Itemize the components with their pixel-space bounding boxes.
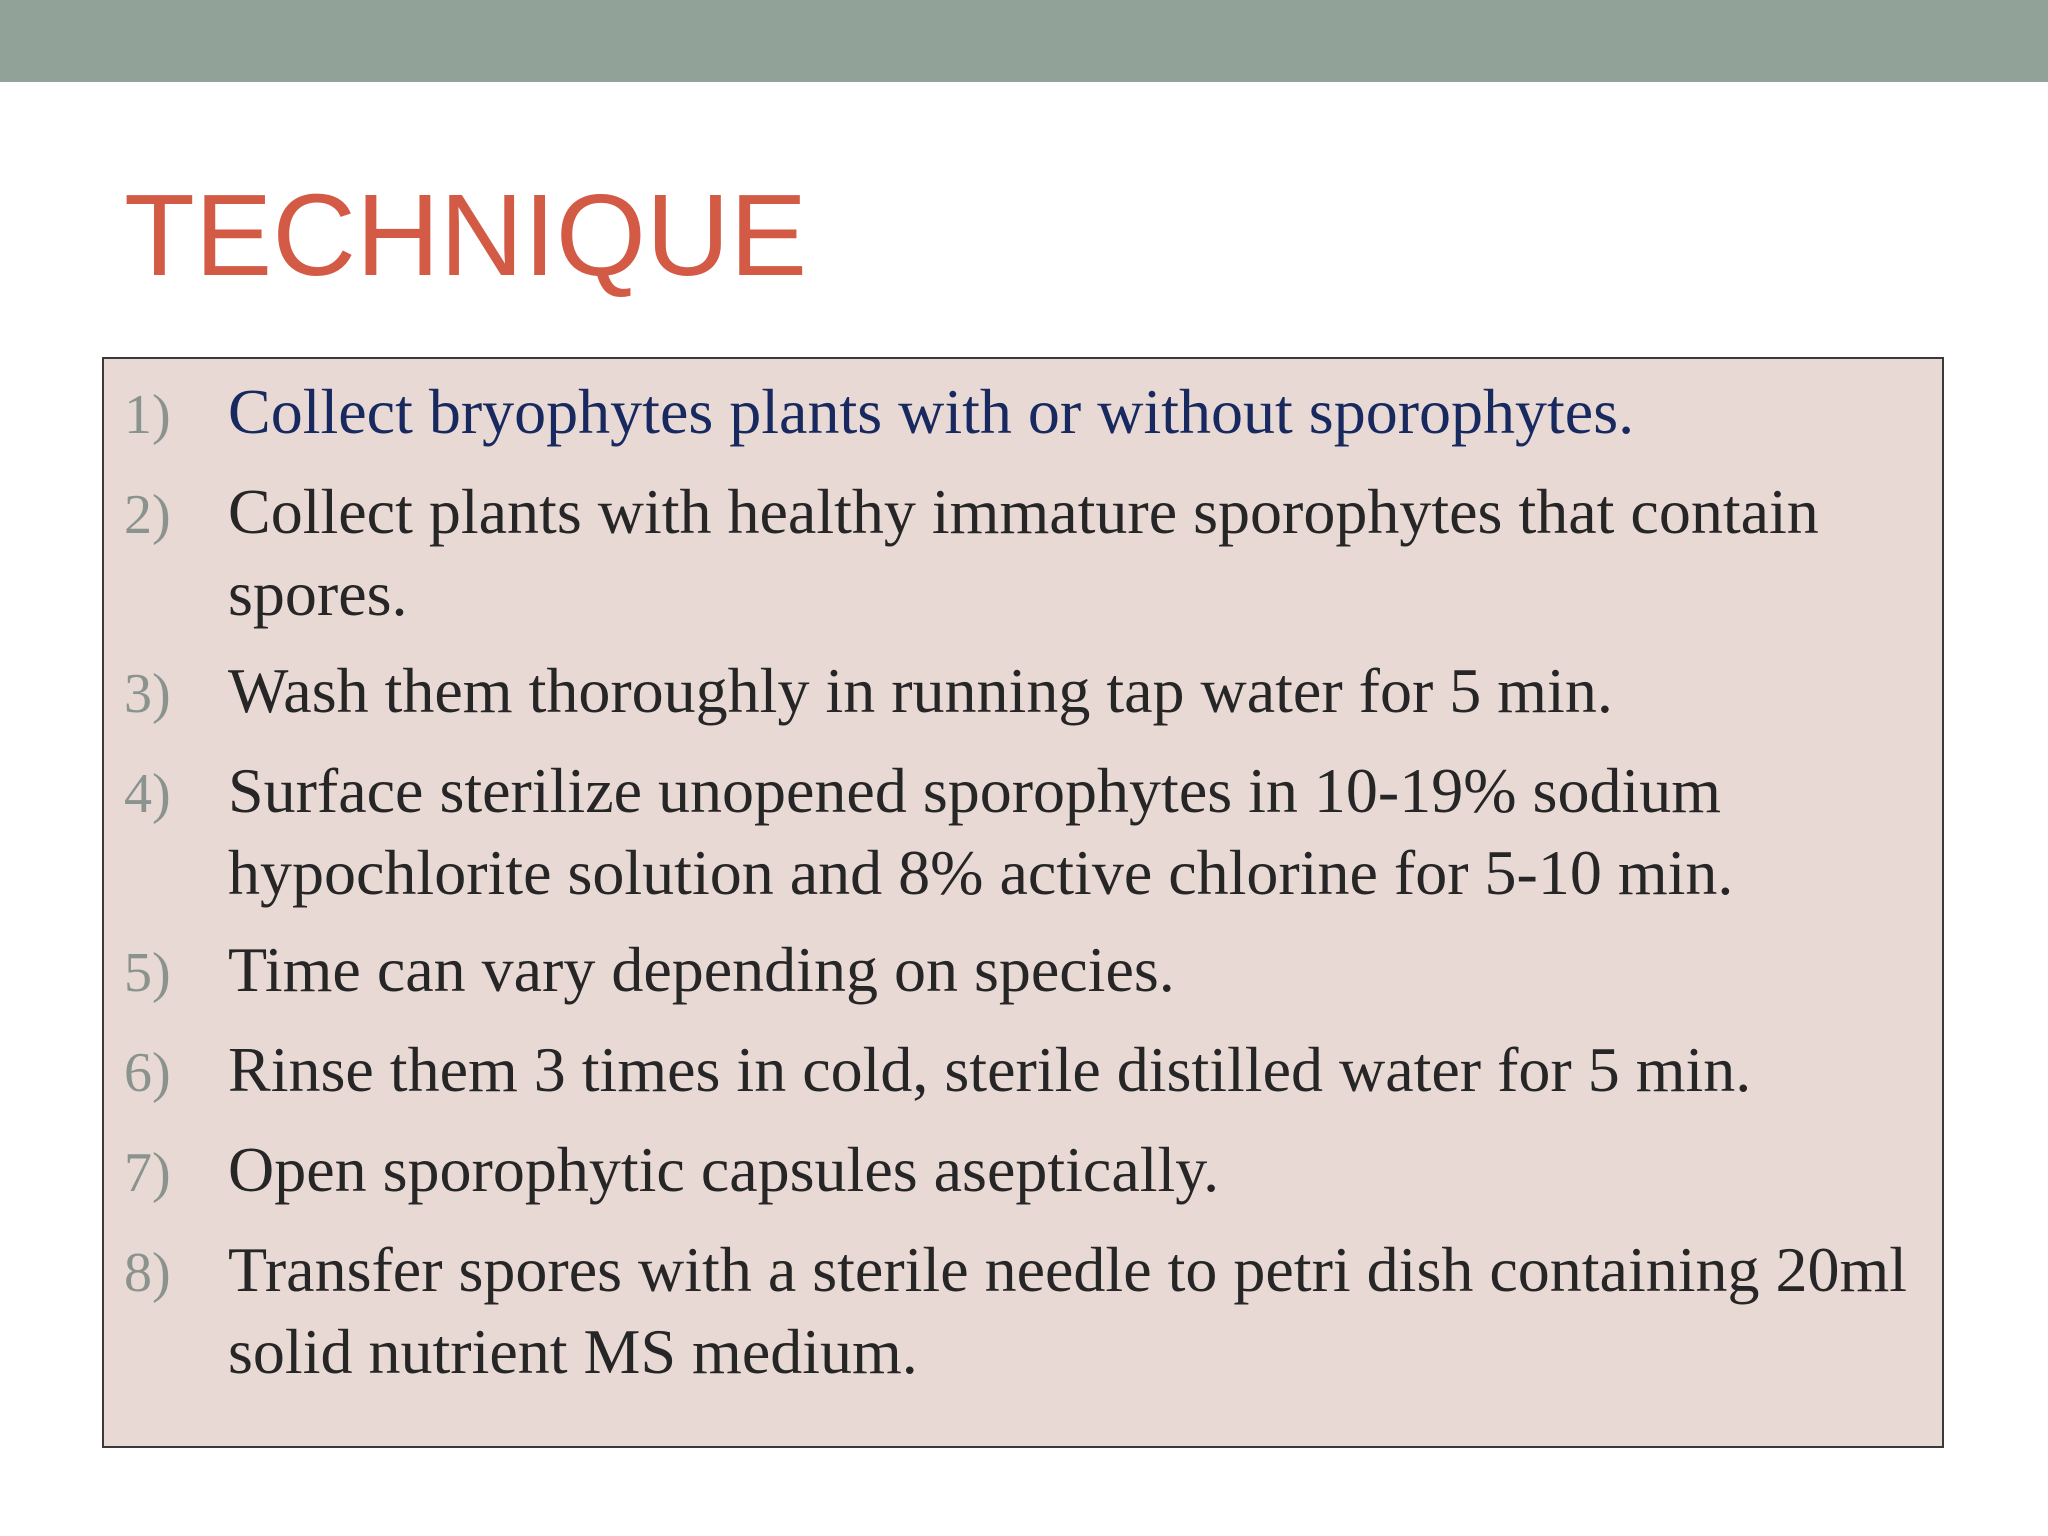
top-accent-bar	[0, 0, 2048, 82]
step-item	[124, 1129, 1922, 1214]
step-text: Wash them thoroughly in running tap water for 5 min.	[228, 655, 1613, 726]
step-text: Transfer spores with a sterile needle to petri dish containing 20ml solid nutrient MS medium.	[228, 1234, 1908, 1387]
slide-title: TECHNIQUE	[124, 170, 808, 300]
step-item	[124, 750, 1922, 914]
step-text: Collect bryophytes plants with or without sporophytes.	[228, 376, 1635, 447]
step-text: Collect plants with healthy immature sporophytes that contain spores.	[228, 476, 1819, 629]
step-number: 5)	[124, 942, 171, 1004]
step-number: 6)	[124, 1042, 171, 1104]
step-number: 2)	[124, 484, 171, 546]
step-number: 8)	[124, 1242, 171, 1304]
step-item	[124, 1029, 1922, 1114]
step-text: Surface sterilize unopened sporophytes in 10-19% sodium hypochlorite solution and 8% active chlorine for 5-10 min.	[228, 755, 1734, 908]
step-text: Time can vary depending on species.	[228, 934, 1175, 1005]
step-number: 3)	[124, 663, 171, 725]
step-number: 4)	[124, 763, 171, 825]
step-item	[124, 471, 1922, 635]
step-text: Open sporophytic capsules aseptically.	[228, 1134, 1220, 1205]
step-item	[124, 1229, 1922, 1393]
step-number: 1)	[124, 384, 171, 446]
step-item	[124, 929, 1922, 1014]
step-number: 7)	[124, 1142, 171, 1204]
content-box	[102, 357, 1944, 1448]
step-item	[124, 371, 1922, 456]
step-text: Rinse them 3 times in cold, sterile distilled water for 5 min.	[228, 1034, 1752, 1105]
step-item	[124, 650, 1922, 735]
steps-list	[104, 359, 1942, 1393]
